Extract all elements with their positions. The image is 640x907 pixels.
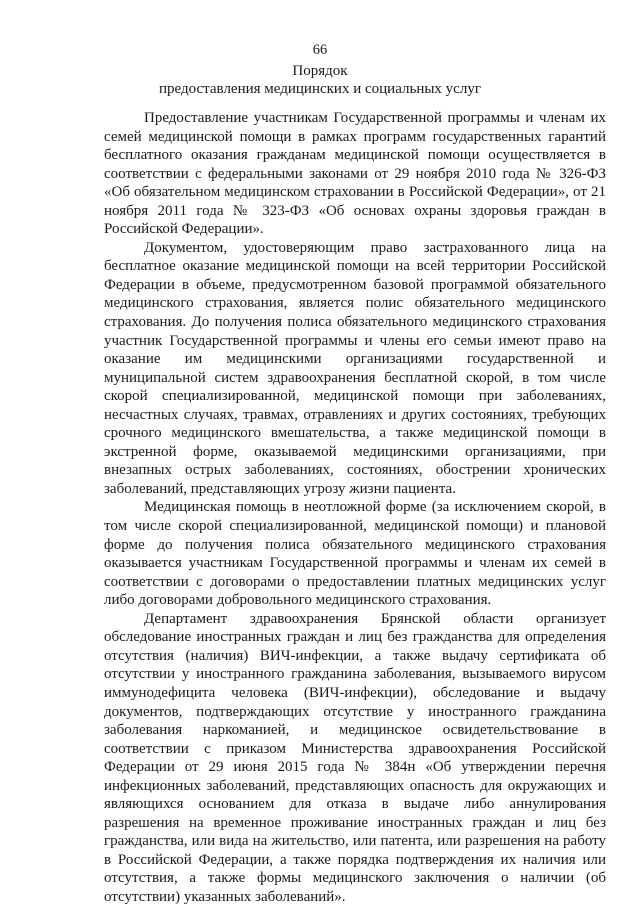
document-body xyxy=(104,109,606,907)
paragraph: Медицинская помощь в неотложной форме (за исключением скорой, в том числе скорой специализированной, медицинской помощи) и плановой форме до получения полиса обязательного медицинского страхования оказывается участникам Государственной программы и членам их семей в соответствии с договорами о предоставлении платных медицинских услуг либо договорами добровольного медицинского страхования. xyxy=(104,499,606,609)
page-number: 66 xyxy=(312,42,328,58)
paragraph: Предоставление участникам Государственной программы и членам их семей медицинской помощи в рамках программ государственных гарантий бесплатного оказания гражданам медицинской помощи осуществляется в соответствии с федеральными законами от 29 ноября 2010 года № 326-ФЗ «Об обязательном медицинском страховании в Российской Федерации», от 21 ноября 2011 года № 323-ФЗ «Об основах охраны здоровья граждан в Российской Федерации». xyxy=(104,110,606,238)
paragraph: Департамент здравоохранения Брянской области организует обследование иностранных граждан и лиц без гражданства для определения отсутствия (наличия) ВИЧ-инфекции, а также выдачу сертификата об отсутствии у иностранного гражданина заболевания, вызываемого вирусом иммунодефицита человека (ВИЧ-инфекции), обследование и выдачу документов, подтверждающих отсутствие у иностранного гражданина заболевания наркоманией, и медицинское освидетельствование в соответствии с приказом Министерства здравоохранения Российской Федерации от 29 июня 2015 года № 384н «Об утверждении перечня инфекционных заболеваний, представляющих опасность для окружающих и являющихся основанием для отказа в выдаче либо аннулирования разрешения на временное проживание иностранных граждан и лиц без гражданства, или вида на жительство, или патента, или разрешения на работу в Российской Федерации, а также порядка подтверждения их наличия или отсутствия, а также формы медицинского заключения о наличии (об отсутствии) указанных заболеваний». xyxy=(104,610,606,905)
paragraph: Документом, удостоверяющим право застрахованного лица на бесплатное оказание медицинской помощи на всей территории Российской Федерации в объеме, предусмотренном базовой программой обязательного медицинского страхования, является полис обязательного медицинского страхования. До получения полиса обязательного медицинского страхования участник Государственной программы и члены его семьи имеют право на оказание им медицинскими организациями государственной и муниципальной систем здравоохранения бесплатной скорой, в том числе скорой специализированной, медицинской помощи при заболеваниях, несчастных случаях, травмах, отравлениях и других состояниях, требующих срочного медицинского вмешательства, а также медицинской помощи в экстренной форме, оказываемой медицинскими организациями, при внезапных острых заболеваниях, состояниях, обострении хронических заболеваний, представляющих угрозу жизни пациента. xyxy=(104,239,606,497)
document-title: Порядок xyxy=(292,63,348,79)
document-subtitle: предоставления медицинских и социальных услуг xyxy=(159,81,481,97)
